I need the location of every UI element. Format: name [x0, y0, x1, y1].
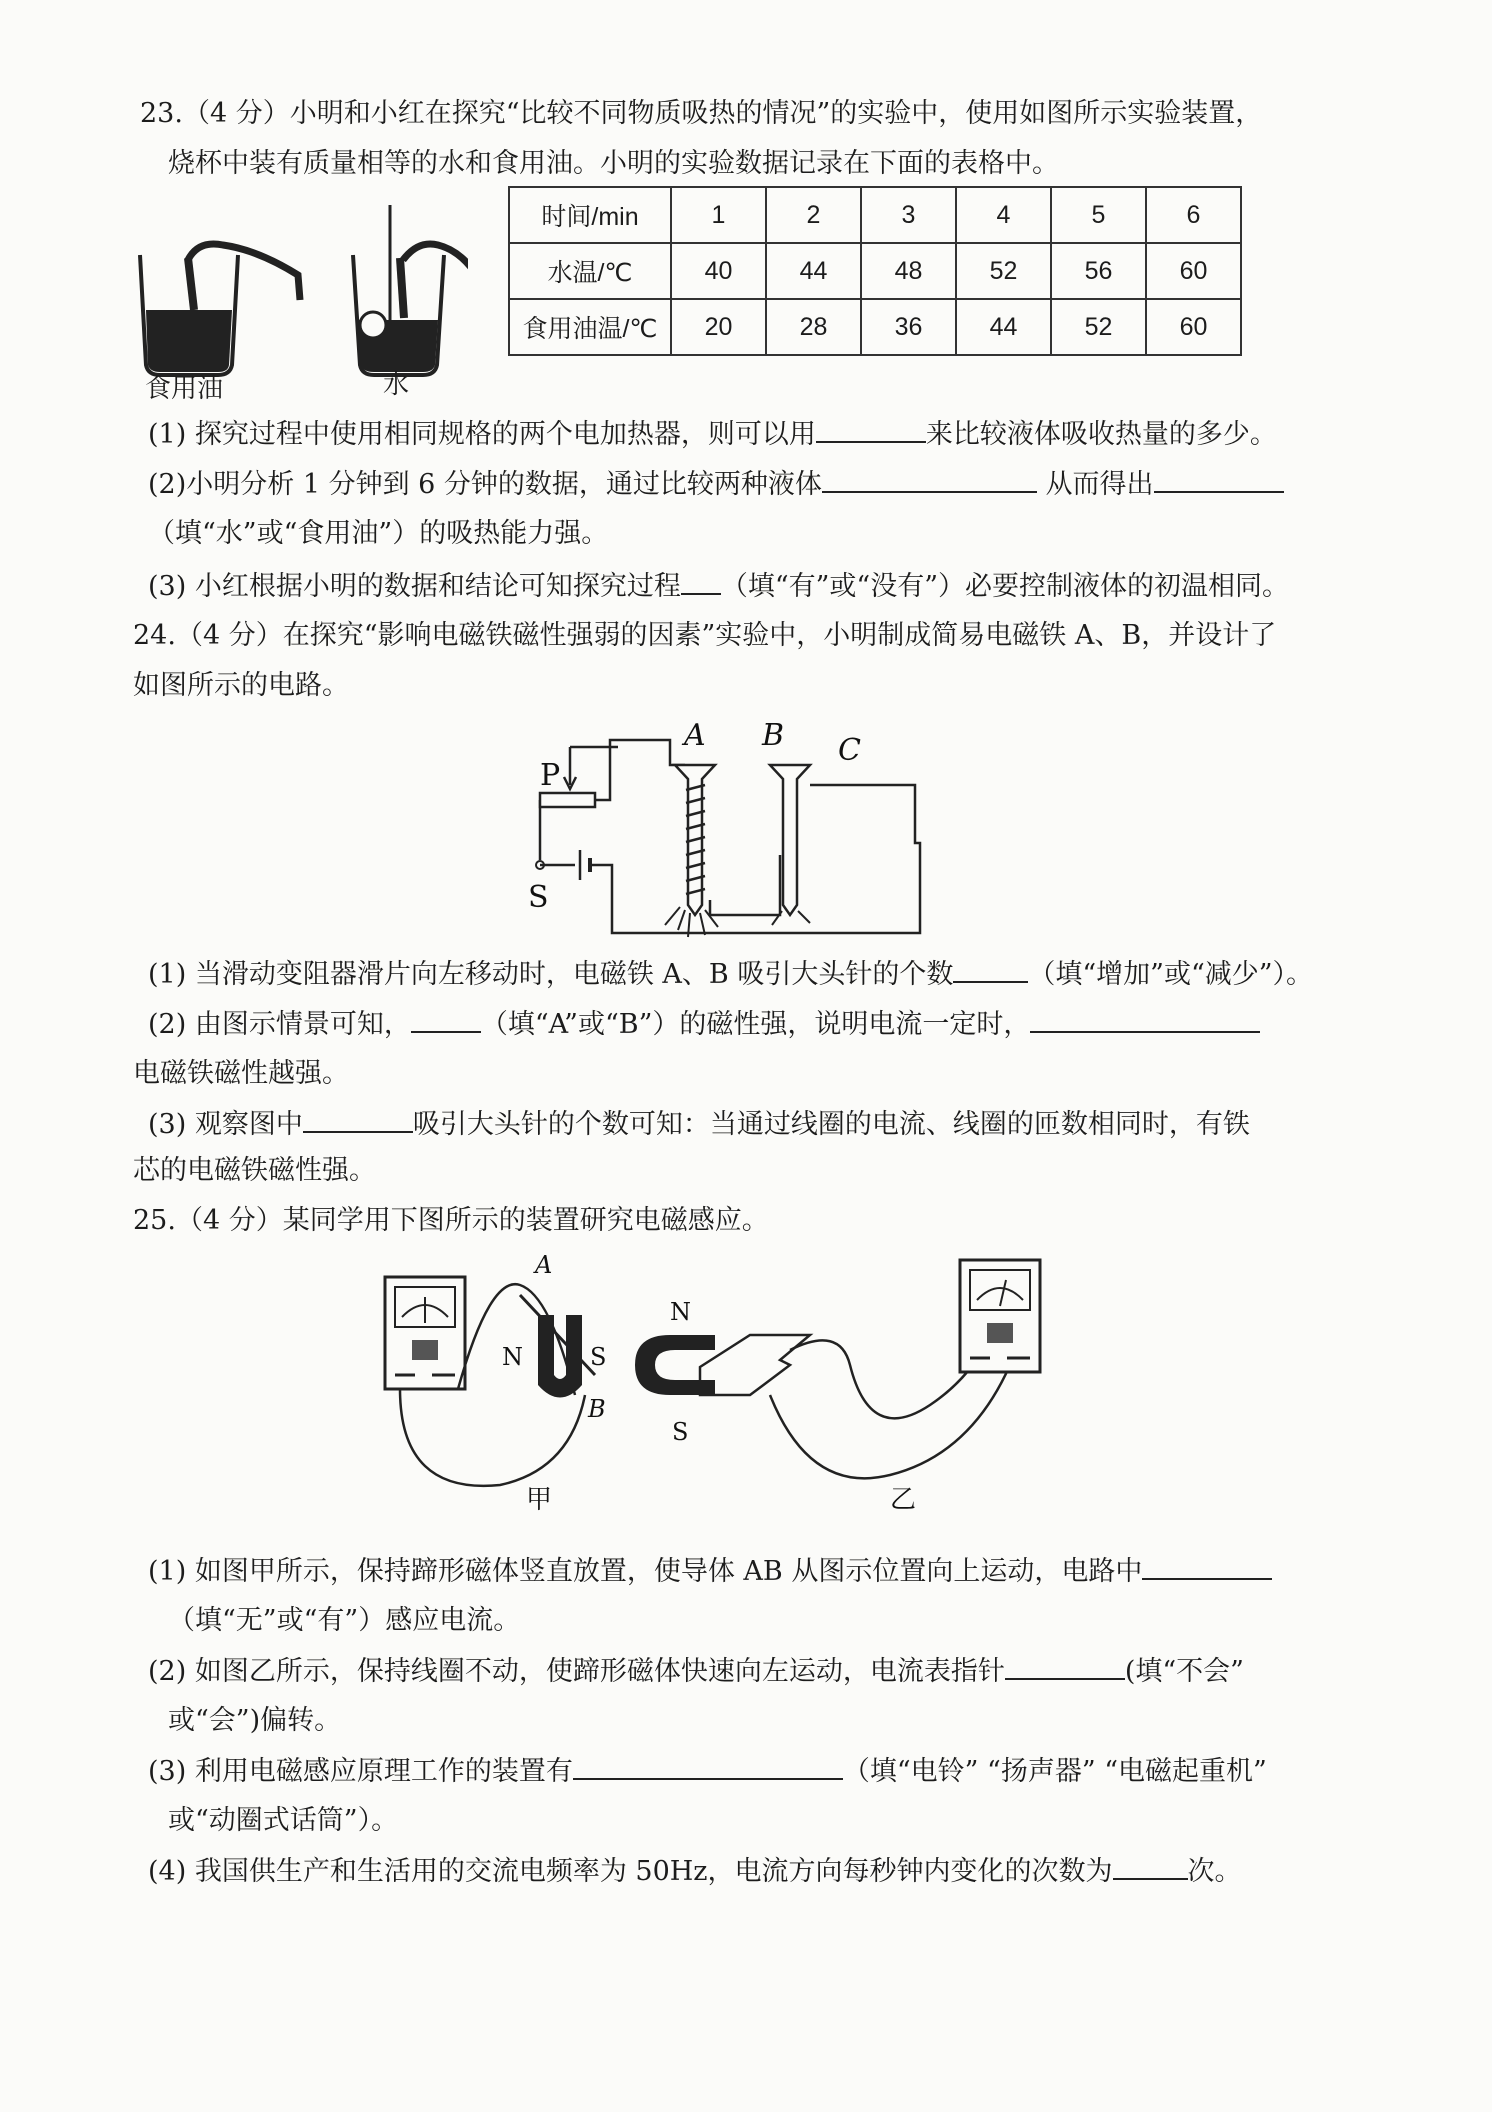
table-cell: 5	[1051, 187, 1146, 243]
oil-beaker	[140, 244, 300, 375]
table-cell: 20	[671, 299, 766, 355]
water-beaker	[353, 205, 468, 375]
q24-part1-text-end: （填“增加”或“减少”）。	[1028, 959, 1314, 990]
q24-part1-text: (1) 当滑动变阻器滑片向左移动时，电磁铁 A、B 吸引大头针的个数	[148, 959, 954, 990]
table-cell: 52	[1051, 299, 1146, 355]
row-header: 食用油温/℃	[509, 299, 671, 355]
q25-part4	[148, 1852, 1242, 1891]
q23-part3-text: (3) 小红根据小明的数据和结论可知探究过程	[148, 571, 681, 602]
q23-part3	[148, 567, 1289, 606]
caption-yi: 乙	[890, 1485, 917, 1515]
q25-part4-text-end: 次。	[1187, 1856, 1242, 1887]
label-c: C	[838, 733, 861, 768]
q25-part1-cont: （填“无”或“有”）感应电流。	[168, 1605, 521, 1636]
label-n-right: N	[670, 1298, 691, 1326]
q25-part3-text-end: （填“电铃” “扬声器” “电磁起重机”	[842, 1756, 1267, 1787]
q24-part3-cont: 芯的电磁铁磁性强。	[133, 1155, 376, 1186]
answer-blank[interactable]	[681, 567, 721, 595]
table-row-time	[509, 187, 1241, 243]
table-cell: 28	[766, 299, 861, 355]
answer-blank[interactable]	[816, 415, 926, 443]
ammeter-right	[960, 1260, 1040, 1372]
q23-stem-line2: 烧杯中装有质量相等的水和食用油。小明的实验数据记录在下面的表格中。	[168, 148, 1059, 179]
answer-blank[interactable]	[411, 1005, 481, 1033]
table-cell: 52	[956, 243, 1051, 299]
q23-part3-text-end: （填“有”或“没有”）必要控制液体的初温相同。	[720, 571, 1290, 602]
table-cell: 48	[861, 243, 956, 299]
table-cell: 36	[861, 299, 956, 355]
answer-blank[interactable]	[1142, 1552, 1272, 1580]
label-b: B	[762, 718, 785, 753]
table-cell: 40	[671, 243, 766, 299]
q24-part2-cont: 电磁铁磁性越强。	[133, 1058, 349, 1089]
q24-stem-line2: 如图所示的电路。	[133, 670, 349, 701]
horseshoe-magnet-left	[520, 1295, 595, 1398]
answer-blank[interactable]	[1005, 1652, 1125, 1680]
q25-part2-cont: 或“会”)偏转。	[168, 1705, 342, 1736]
table-row-oil	[509, 299, 1241, 355]
table-cell: 4	[956, 187, 1051, 243]
q23-part2-cont: （填“水”或“食用油”）的吸热能力强。	[148, 518, 609, 549]
q24-part1	[148, 955, 1313, 994]
oil-beaker-label: 食用油	[145, 374, 224, 404]
induction-figures	[370, 1255, 1090, 1520]
label-s: S	[528, 880, 549, 915]
label-p: P	[540, 758, 561, 793]
table-cell: 60	[1146, 299, 1241, 355]
q25-stem: 25.（4 分）某同学用下图所示的装置研究电磁感应。	[133, 1205, 769, 1236]
table-cell: 44	[766, 243, 861, 299]
answer-blank[interactable]	[303, 1105, 413, 1133]
q25-part3-cont: 或“动圈式话筒”）。	[168, 1805, 399, 1836]
q25-part3	[148, 1752, 1267, 1791]
q25-part4-text: (4) 我国供生产和生活用的交流电频率为 50Hz，电流方向每秒钟内变化的次数为	[148, 1856, 1113, 1887]
q24-part2	[148, 1005, 1260, 1044]
temperature-table	[508, 186, 1242, 356]
q25-part3-text: (3) 利用电磁感应原理工作的装置有	[148, 1756, 573, 1787]
q24-stem-line1: 24.（4 分）在探究“影响电磁铁磁性强弱的因素”实验中，小明制成简易电磁铁 A、B，并设计了	[133, 620, 1277, 651]
answer-blank[interactable]	[953, 955, 1028, 983]
table-cell: 56	[1051, 243, 1146, 299]
q25-part1	[148, 1552, 1272, 1591]
q25-part1-text: (1) 如图甲所示，保持蹄形磁体竖直放置，使导体 AB 从图示位置向上运动，电路中	[148, 1556, 1143, 1587]
beaker-figure	[128, 200, 468, 390]
conductor-ab	[520, 1295, 595, 1375]
q25-part2-text: (2) 如图乙所示，保持线圈不动，使蹄形磁体快速向左运动，电流表指针	[148, 1656, 1005, 1687]
table-cell: 6	[1146, 187, 1241, 243]
label-n-left: N	[502, 1343, 523, 1371]
q23-part2	[148, 465, 1284, 504]
q24-part3	[148, 1105, 1250, 1144]
answer-blank[interactable]	[1030, 1005, 1260, 1033]
q24-part2-text: (2) 由图示情景可知，	[148, 1009, 411, 1040]
coil-loop	[700, 1335, 810, 1395]
q24-part2-text-mid: （填“A”或“B”）的磁性强，说明电流一定时，	[480, 1009, 1031, 1040]
water-beaker-label: 水	[383, 370, 410, 400]
q23-part2-text: (2)小明分析 1 分钟到 6 分钟的数据，通过比较两种液体	[148, 469, 822, 500]
table-cell: 60	[1146, 243, 1241, 299]
q23-part1	[148, 415, 1277, 454]
table-cell: 1	[671, 187, 766, 243]
q25-part2-text-end: (填“不会”	[1124, 1656, 1244, 1687]
q23-part2-text-mid: 从而得出	[1045, 469, 1154, 500]
label-a: A	[535, 1255, 553, 1279]
label-b: B	[588, 1395, 606, 1423]
table-cell: 3	[861, 187, 956, 243]
rheostat-symbol	[540, 793, 595, 807]
table-row-water	[509, 243, 1241, 299]
row-header: 时间/min	[509, 187, 671, 243]
table-cell: 2	[766, 187, 861, 243]
q23-part1-text: (1) 探究过程中使用相同规格的两个电加热器，则可以用	[148, 419, 816, 450]
label-s-left: S	[590, 1343, 607, 1371]
answer-blank[interactable]	[1113, 1852, 1188, 1880]
answer-blank[interactable]	[573, 1752, 843, 1780]
electromagnet-circuit	[500, 715, 950, 945]
ammeter-left	[385, 1277, 465, 1389]
answer-blank[interactable]	[1154, 465, 1284, 493]
q24-part3-text: (3) 观察图中	[148, 1109, 303, 1140]
label-s-right: S	[672, 1418, 689, 1446]
table-cell: 44	[956, 299, 1051, 355]
row-header: 水温/℃	[509, 243, 671, 299]
q24-part3-text-end: 吸引大头针的个数可知：当通过线圈的电流、线圈的匝数相同时，有铁	[412, 1109, 1250, 1140]
label-a: A	[684, 718, 706, 753]
caption-jia: 甲	[526, 1485, 553, 1515]
q23-stem-line1: 23.（4 分）小明和小红在探究“比较不同物质吸热的情况”的实验中，使用如图所示实验装置，	[140, 98, 1263, 129]
q25-part2	[148, 1652, 1244, 1691]
q23-part1-text-end: 来比较液体吸收热量的多少。	[925, 419, 1277, 450]
answer-blank[interactable]	[822, 465, 1037, 493]
